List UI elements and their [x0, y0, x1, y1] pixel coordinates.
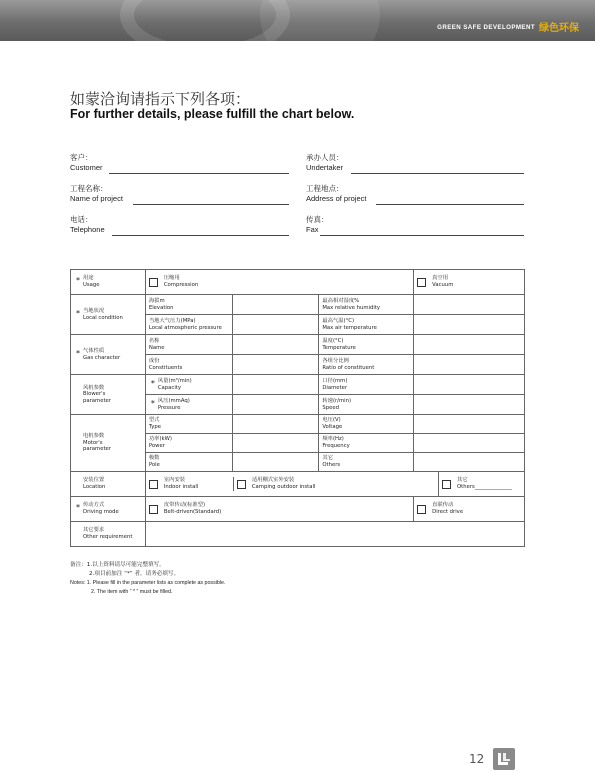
project-name-field[interactable]: [133, 204, 289, 205]
motor-row-1: [71, 415, 525, 434]
telephone-field[interactable]: [112, 235, 289, 236]
fax-field[interactable]: [320, 235, 524, 236]
elevation-label: 海拔m Elevation: [145, 295, 232, 315]
gas-name-input[interactable]: [232, 335, 319, 355]
pole-label: 极数 Pole: [145, 453, 232, 472]
voltage-label: 电压(V) Voltage: [319, 415, 414, 434]
header-decoration-2: [260, 0, 380, 41]
elevation-input[interactable]: [232, 295, 319, 315]
gas-character-label: * 气体性质 Gas character: [71, 335, 146, 375]
driving-mode-row: [71, 497, 525, 522]
gas-temperature-input[interactable]: [414, 335, 525, 355]
project-address-label: 工程地点： Address of project: [306, 184, 367, 203]
belt-driven-option[interactable]: 皮带传动(标准型) Belt-driven(Standard): [145, 497, 413, 522]
atmospheric-pressure-label: 当地大气压力(MPa) Local atmospheric pressure: [145, 315, 232, 335]
note-cn-1: 备注：1.以上资料请尽可能完整填写。: [70, 562, 165, 568]
belt-driven-checkbox[interactable]: [149, 505, 158, 514]
pressure-input[interactable]: [232, 395, 319, 415]
usage-vacuum-option[interactable]: 真空用 Vacuum: [414, 270, 525, 295]
outdoor-install-option[interactable]: 适用棚式室外安装 Camping outdoor install: [233, 477, 438, 490]
direct-drive-checkbox[interactable]: [417, 505, 426, 514]
diameter-label: 口径(mm) Diameter: [319, 375, 414, 395]
location-others-option[interactable]: 其它 Others______________: [439, 472, 525, 497]
customer-label: 客户： Customer: [70, 153, 103, 172]
max-temperature-input[interactable]: [414, 315, 525, 335]
frequency-label: 频率(Hz) Frequency: [319, 434, 414, 453]
header-section: 绿色环保: [539, 23, 579, 34]
motor-others-label: 其它 Others: [319, 453, 414, 472]
direct-drive-option[interactable]: 直联传动 Direct drive: [414, 497, 525, 522]
other-requirement-input[interactable]: [145, 522, 524, 547]
usage-row: [71, 270, 525, 295]
pole-input[interactable]: [232, 453, 319, 472]
capacity-input[interactable]: [232, 375, 319, 395]
location-options: [145, 472, 438, 497]
speed-label: 转速(r/min) Speed: [319, 395, 414, 415]
motor-parameter-label: 电机参数 Motor's parameter: [71, 415, 146, 472]
page-title-en: For further details, please fulfill the chart below.: [70, 107, 355, 121]
project-name-label: 工程名称： Name of project: [70, 184, 123, 203]
header-band: [0, 0, 595, 41]
diameter-input[interactable]: [414, 375, 525, 395]
fax-label: 传真： Fax: [306, 215, 329, 234]
atmospheric-pressure-input[interactable]: [232, 315, 319, 335]
note-en-2: 2. The item with “ * ” must be filled.: [91, 588, 173, 595]
outdoor-install-checkbox[interactable]: [237, 480, 246, 489]
location-row: [71, 472, 525, 497]
gas-row-1: [71, 335, 525, 355]
page-title-cn: 如蒙洽询请指示下列各项：: [70, 90, 251, 108]
location-label: 安装位置 Location: [71, 472, 146, 497]
company-logo-icon: [493, 748, 515, 770]
usage-label: * 用途 Usage: [71, 270, 146, 295]
note-cn-2: 2.项目前加注 “*” 者，请务必填写。: [89, 571, 180, 577]
ratio-label: 各组分比例 Ratio of constituent: [319, 355, 414, 375]
customer-field[interactable]: [109, 173, 289, 174]
humidity-label: 最高相对湿度% Max relative humidity: [319, 295, 414, 315]
power-input[interactable]: [232, 434, 319, 453]
motor-type-input[interactable]: [232, 415, 319, 434]
voltage-input[interactable]: [414, 415, 525, 434]
compression-checkbox[interactable]: [149, 278, 158, 287]
vacuum-checkbox[interactable]: [417, 278, 426, 287]
telephone-label: 电话： Telephone: [70, 215, 105, 234]
project-address-field[interactable]: [376, 204, 524, 205]
header-company: GREEN SAFE DEVELOPMENT: [437, 24, 535, 31]
undertaker-label: 承办人员： Undertaker: [306, 153, 344, 172]
indoor-install-checkbox[interactable]: [149, 480, 158, 489]
speed-input[interactable]: [414, 395, 525, 415]
undertaker-field[interactable]: [351, 173, 524, 174]
constituents-input[interactable]: [232, 355, 319, 375]
gas-temperature-label: 温度(°C) Temperature: [319, 335, 414, 355]
capacity-label: * 风量(m³/min) Capacity: [145, 375, 232, 395]
motor-type-label: 型式 Type: [145, 415, 232, 434]
blower-row-1: [71, 375, 525, 395]
driving-mode-label: * 传动方式 Driving mode: [71, 497, 146, 522]
gas-name-label: 名称 Name: [145, 335, 232, 355]
humidity-input[interactable]: [414, 295, 525, 315]
notes: [70, 561, 225, 596]
location-others-checkbox[interactable]: [442, 480, 451, 489]
usage-compression-option[interactable]: 压缩用 Compression: [145, 270, 413, 295]
max-temperature-label: 最高气温(°C) Max air temperature: [319, 315, 414, 335]
inquiry-form-table: [70, 269, 525, 547]
constituents-label: 成份 Constituents: [145, 355, 232, 375]
page-number: 12: [469, 752, 485, 766]
frequency-input[interactable]: [414, 434, 525, 453]
local-condition-row-1: [71, 295, 525, 315]
other-requirement-row: [71, 522, 525, 547]
note-en-1: Notes: 1. Please fill in the parameter lists as complete as possible.: [70, 580, 226, 586]
blower-parameter-label: 风机参数 Blower's parameter: [71, 375, 146, 415]
indoor-install-option[interactable]: 室内安装 Indoor install: [146, 477, 233, 490]
local-condition-label: * 当地状况 Local condition: [71, 295, 146, 335]
pressure-label: * 风压(mmAq) Pressure: [145, 395, 232, 415]
ratio-input[interactable]: [414, 355, 525, 375]
motor-others-input[interactable]: [414, 453, 525, 472]
power-label: 功率(kW) Power: [145, 434, 232, 453]
other-requirement-label: 其它要求 Other requirement: [71, 522, 146, 547]
